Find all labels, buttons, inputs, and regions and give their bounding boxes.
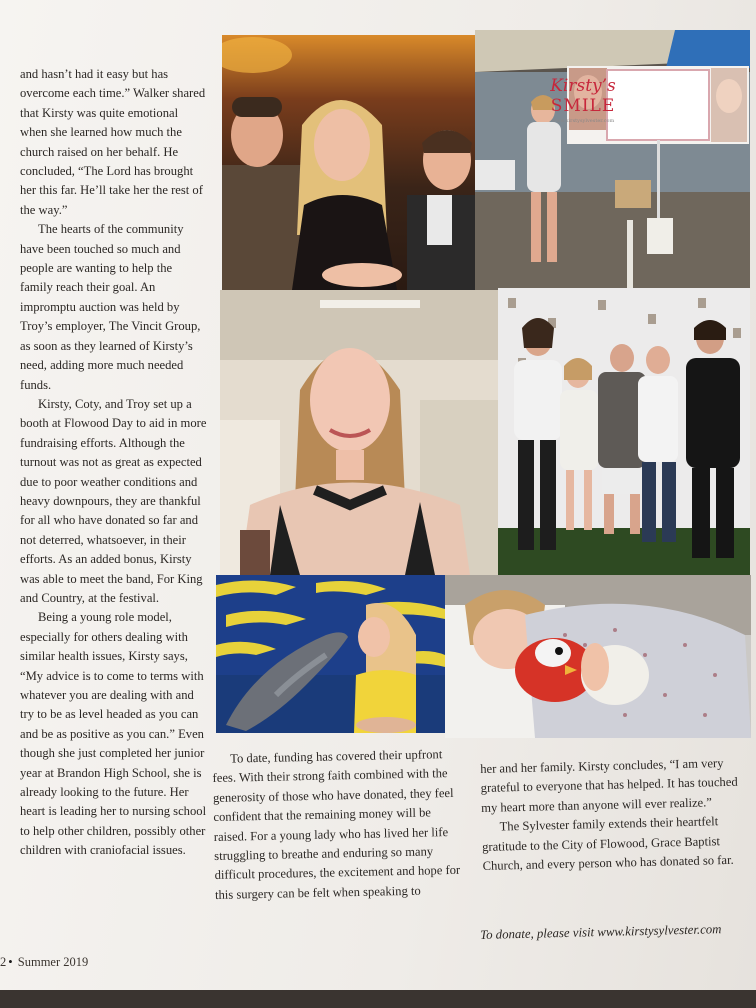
donate-note: To donate, please visit www.kirstysylvester.com xyxy=(480,922,722,942)
paragraph: To date, funding has covered their upfront fees. With their strong faith combined with the generosity of those who have donated, they feel confident that the remaining money will be raised. For a young lady who has lived her life struggling to breathe and enduring so many difficult procedures, the excitement and hope for this surgery can be felt when speaking to xyxy=(212,747,461,902)
article-column-1 xyxy=(20,65,208,861)
paragraph: Being a young role model, especially for others dealing with similar health issues, Kirsty says, “My advice is to come to terms with whatever you are dealing with and try to be as level headed as you can and be as positive as you can.” Even though she just completed her junior year at Brandon High School, she is already looking to the future. Her heart is leading her to nursing school to help other children, possibly other children with craniofacial issues. xyxy=(20,610,207,858)
photo-fundraising-booth xyxy=(475,30,750,290)
booth-sign-url: www.kirstysylvester.com xyxy=(551,118,615,124)
page-number: 2 xyxy=(0,955,7,969)
booth-sign-smile: SMILE xyxy=(550,96,616,116)
photo-hospital-bed xyxy=(445,575,751,738)
page-folio: 2 • Summer 2019 xyxy=(0,955,89,969)
paragraph: The hearts of the community have been touched so much and people are wanting to help the family reach their goal. An impromptu auction was held by Troy’s employer, The Vincit Group, as soon as they learned of Kirsty’s need, adding more much needed funds. xyxy=(20,222,201,392)
article-column-3 xyxy=(480,754,741,877)
booth-sign-name: Kirsty’s xyxy=(550,76,616,96)
photo-family-sunset xyxy=(222,35,475,290)
photo-with-band xyxy=(498,288,750,575)
issue-label: Summer 2019 xyxy=(17,955,89,969)
article-column-2 xyxy=(212,745,467,905)
paragraph: and hasn’t had it easy but has overcome each time.” Walker shared that Kirsty was quite emotional when she learned how much the church raised on her behalf. He concluded, “The Lord has brought her this far. He’ll take her the rest of the way.” xyxy=(20,67,206,217)
photo-dolphin-swim xyxy=(216,575,445,733)
photo-kirsty-portrait xyxy=(220,290,498,575)
paragraph: The Sylvester family extends their heartfelt gratitude to the City of Flowood, Grace Baptist Church, and every person who has donated so far. xyxy=(481,814,734,873)
page-edge-shadow xyxy=(0,990,756,1008)
paragraph: her and her family. Kirsty concludes, “I am very grateful to everyone that has helped. It has touched my heart more than anyone will ever realize.” xyxy=(480,756,738,815)
paragraph: Kirsty, Coty, and Troy set up a booth at Flowood Day to aid in more fundraising efforts. Although the turnout was not as great as expected due to poor weather conditions and heavy downpours, they are thankful for all who have donated so far and not deterred, whatsoever, in their efforts. As an added bonus, Kirsty was able to meet the band, For King and Country, at the festival. xyxy=(20,396,207,605)
